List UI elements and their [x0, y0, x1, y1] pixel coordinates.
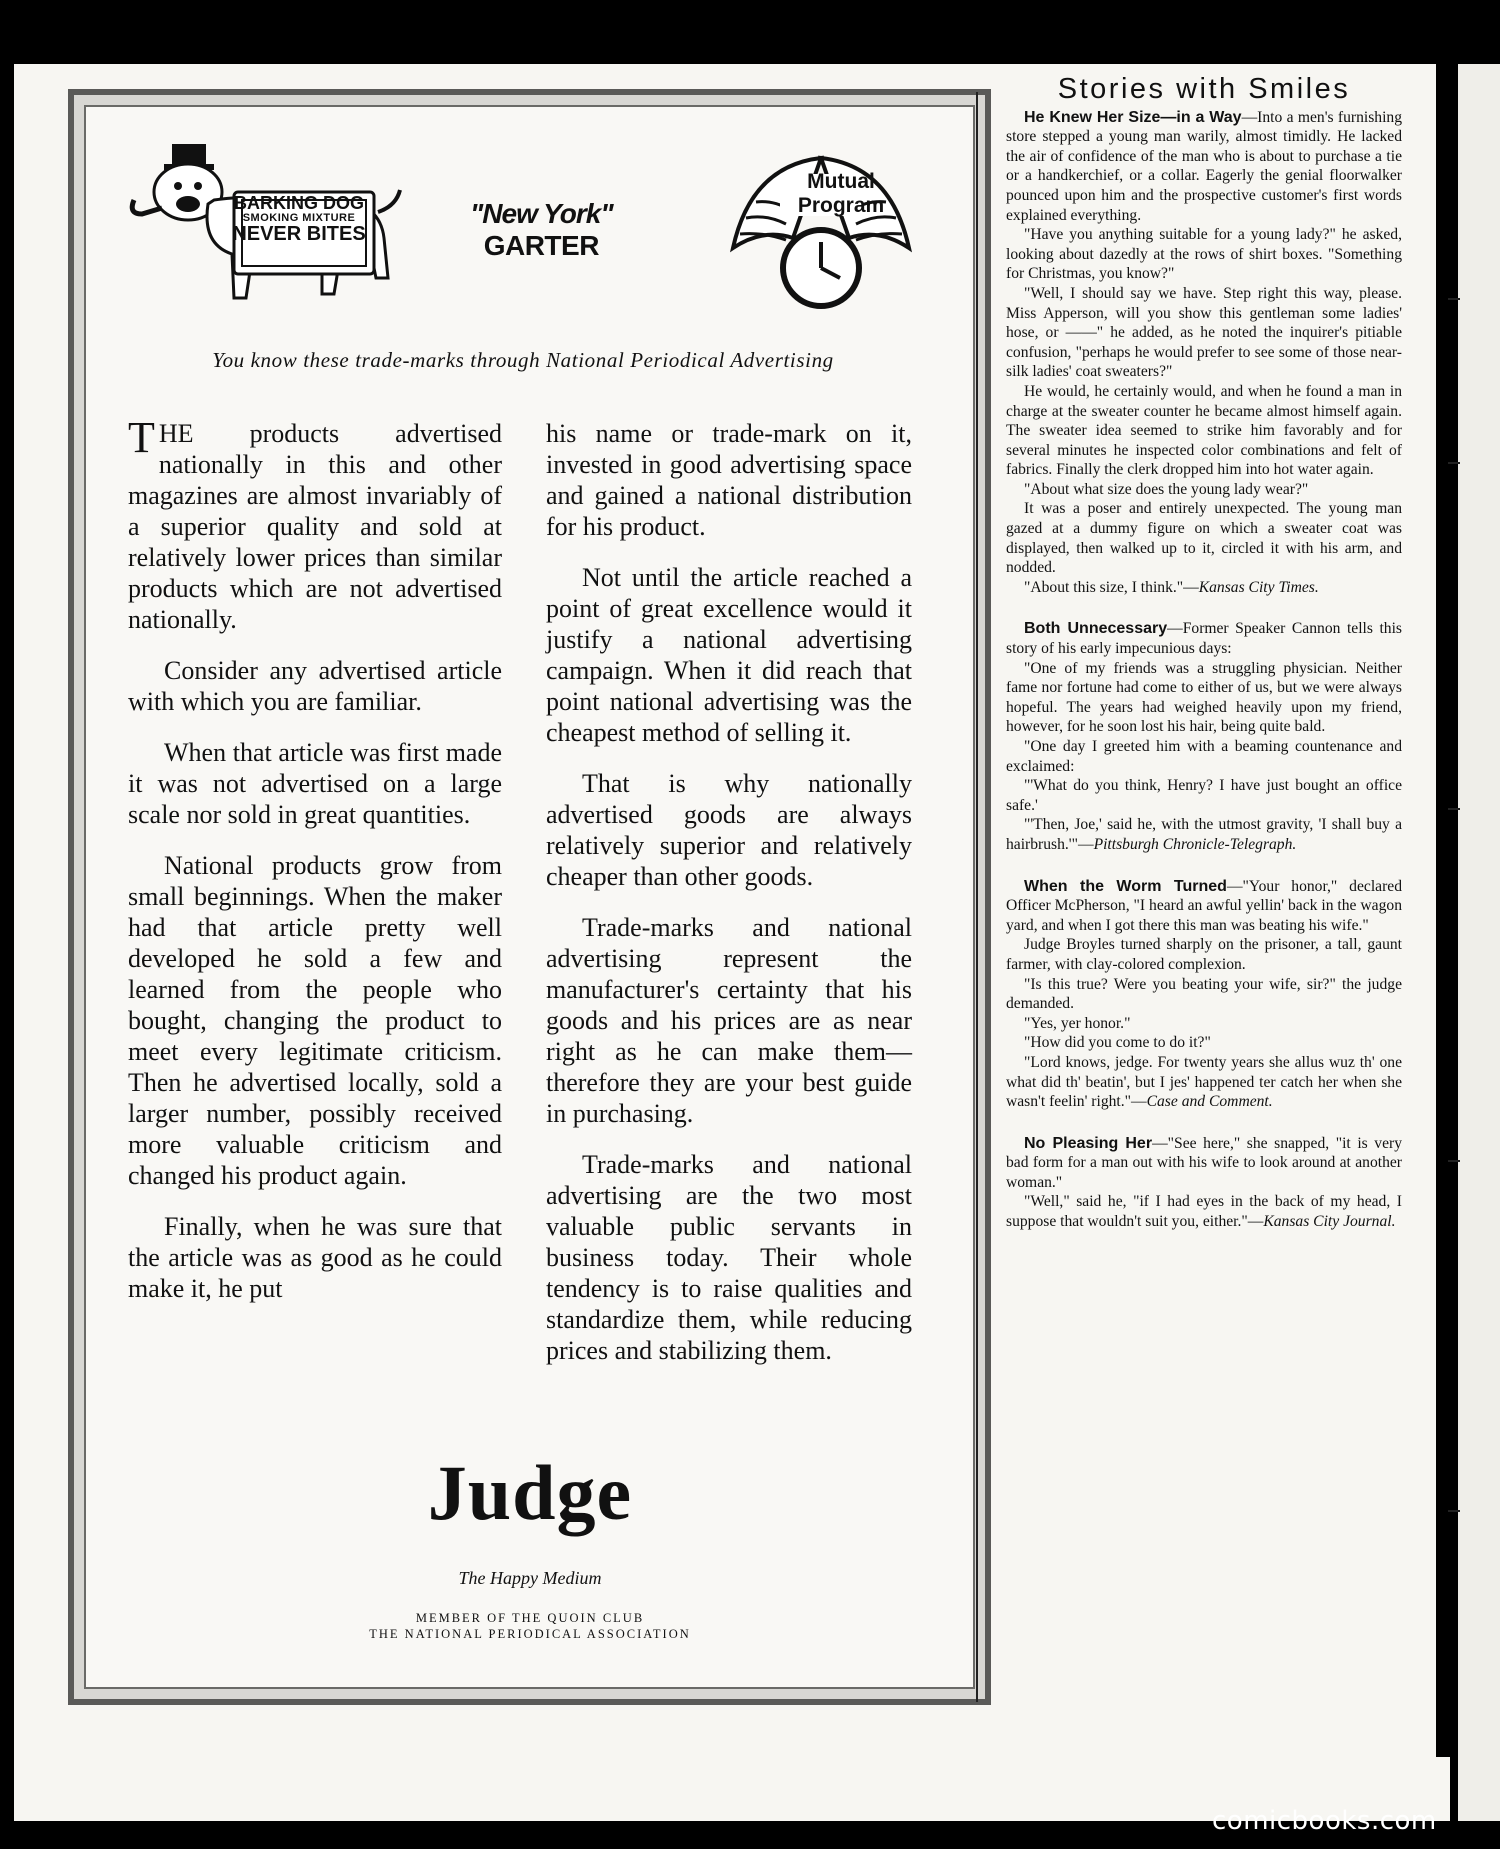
ad-paragraph: his name or trade-mark on it, invested in good advertising space and gained a national distribution for his product. — [546, 419, 912, 541]
barking-dog-line3: NEVER BITES — [232, 223, 366, 246]
story-paragraph: "Well, I should say we have. Step right this way, please. Miss Apperson, will you show this gentleman some ladies' hose, or ——" he added, as he noted the inquirer's pitiable confusion, "perhaps he would prefer to see some of those near-silk ladies' coat sweaters?" — [1006, 284, 1402, 381]
story-paragraph: Judge Broyles turned sharply on the prisoner, a tall, gaunt farmer, with clay-colored complexion. — [1006, 936, 1402, 973]
ad-paragraph: Trade-marks and national advertising are the two most valuable public servants in business today. Their whole tendency is to raise qualities and standardize them, while reducing prices and stabilizing them. — [546, 1150, 912, 1365]
story-title: No Pleasing Her — [1024, 1134, 1153, 1152]
trademark-logos — [122, 118, 922, 338]
story-title: Both Unnecessary — [1024, 620, 1168, 638]
mutual-line2: Program — [797, 194, 885, 218]
edge-mark — [1448, 298, 1460, 300]
story-source: Case and Comment. — [1146, 1093, 1273, 1111]
story-item: No Pleasing Her—"See here," she snapped, "it is very bad form for a man out with his wife to look around at another woman." "Well," said he, "if I had eyes in the back of my head, I suppose that wouldn't suit you, either."—Kansas City Journal. — [1006, 1134, 1403, 1231]
member-line1: MEMBER OF THE QUOIN CLUB — [415, 1611, 645, 1625]
new-york-garter-logo — [470, 198, 613, 262]
ad-paragraph: National products grow from small beginnings. When the maker had that article pretty well developed he sold a few and learned from the people who bought, changing the product to meet every legitimate criticism. Then he advertised locally, sold a larger number, possibly received more valuable criticism and changed his product again. — [128, 851, 502, 1190]
mutual-program-label — [786, 170, 896, 218]
story-paragraph: "'What do you think, Henry? I have just bought an office safe.' — [1006, 777, 1402, 814]
story-paragraph: "'Then, Joe,' said he, with the utmost gravity, 'I shall buy a hairbrush.'"—Pittsburgh Chronicle-Telegraph. — [1006, 816, 1402, 853]
page-spine — [1436, 0, 1458, 1757]
story-title: When the Worm Turned — [1024, 877, 1227, 895]
membership-note — [260, 1610, 800, 1642]
story-paragraph: "Have you anything suitable for a young lady?" he asked, looking about dazedly at the rows of shirt boxes. "Something for Christmas, you know?" — [1006, 226, 1402, 283]
next-page-edge — [1458, 64, 1500, 1821]
site-watermark: comicbooks.com — [1212, 1806, 1437, 1836]
barking-dog-line1: BARKING DOG — [234, 193, 364, 213]
barking-dog-line2: SMOKING MIXTURE — [242, 211, 356, 224]
garter-line1: "New York" — [470, 198, 613, 229]
story-paragraph: "Is this true? Were you beating your wife, sir?" the judge demanded. — [1006, 975, 1402, 1013]
story-paragraph: "Lord knows, jedge. For twenty years she allus wuz th' one what did th' beatin', but I jes' happened ter catch her when she wasn't feelin' right."—Case and Comment. — [1006, 1053, 1402, 1111]
story-item: Both Unnecessary—Former Speaker Cannon tells this story of his early impecunious days: "One of my friends was a struggling physician. Neither fame nor fortune had come to either of us, but we were always hopeful. The years had weighed heavily upon my friend, however, for he soon lost his hair, being quite bald. "One day I greeted him with a beaming countenance and exclaimed: "'What do you think, Henry? I have just bought an office safe.' "'Then, Joe,' said he, with the utmost gravity, 'I shall buy a hairbrush.'"—Pittsburgh Chronicle-Telegraph. — [1006, 620, 1402, 853]
ad-paragraph: Not until the article reached a point of great excellence would it justify a national advertising campaign. When it did reach that point national advertising was the cheapest method of selling it. — [546, 563, 912, 747]
garter-line2: GARTER — [483, 230, 599, 261]
story-paragraph: It was a poser and entirely unexpected. The young man gazed at a dummy figure on which a sweater coat was displayed, then walked up to it, circled it with his arm, and nodded. — [1006, 500, 1402, 577]
edge-mark — [1448, 808, 1460, 810]
story-source: Kansas City Times. — [1198, 578, 1319, 596]
story-source: Pittsburgh Chronicle-Telegraph. — [1093, 835, 1297, 853]
story-title: He Knew Her Size—in a Way — [1024, 108, 1242, 126]
ad-paragraph: Trade-marks and national advertising represent the manufacturer's certainty that his goods and his prices are as near right as he can make them—therefore they are your best guide in purchasing. — [546, 913, 912, 1128]
story-source: Kansas City Journal. — [1263, 1213, 1396, 1231]
ad-paragraph: When that article was first made it was not advertised on a large scale nor sold in great quantities. — [128, 738, 502, 829]
stories-heading: Stories with Smiles — [1057, 73, 1351, 105]
mutual-line1: Mutual — [807, 170, 875, 193]
ad-paragraph: Finally, when he was sure that the article was as good as he could make it, he put — [128, 1212, 502, 1303]
story-paragraph: "About what size does the young lady wear?" — [1024, 480, 1309, 498]
story-paragraph: He would, he certainly would, and when he found a man in charge at the sweater counter he became almost himself again. The sweater idea seemed to strike him favorably and for several minutes he inspected color combinations and felt of fabrics. Finally the clerk dropped him into hot water again. — [1006, 382, 1402, 479]
ad-paragraph: That is why nationally advertised goods are always relatively superior and relatively cheaper than other goods. — [546, 769, 912, 891]
drop-cap: T — [128, 413, 155, 462]
ad-tagline: You know these trade-marks through National Periodical Advertising — [212, 348, 834, 372]
edge-mark — [1448, 462, 1460, 464]
story-paragraph: "About this size, I think."—Kansas City Times. — [1024, 578, 1319, 596]
column-rule — [976, 92, 978, 1702]
stories-column — [1006, 73, 1403, 1254]
barking-dog-label — [224, 194, 374, 245]
story-paragraph: "Yes, yer honor." — [1024, 1014, 1131, 1032]
story-item: When the Worm Turned—"Your honor," declared Officer McPherson, "I heard an awful yellin' back in the wagon yard, and when I got there this man was beating his wife." Judge Broyles turned sharply on the prisoner, a tall, gaunt farmer, with clay-colored complexion. "Is this true? Were you beating your wife, sir?" the judge demanded. "Yes, yer honor." "How did you come to do it?" "Lord knows, jedge. For twenty years she allus wuz th' one what did th' beatin', but I jes' happened ter catch her when she wasn't feelin' right."—Case and Comment. — [1006, 877, 1402, 1111]
ad-column-left — [128, 413, 502, 1324]
ad-paragraph: Consider any advertised article with which you are familiar. — [128, 656, 502, 716]
brand-subtitle: The Happy Medium — [458, 1568, 602, 1588]
story-paragraph: "Well," said he, "if I had eyes in the back of my head, I suppose that wouldn't suit you, either."—Kansas City Journal. — [1006, 1193, 1402, 1231]
story-paragraph: "One of my friends was a struggling physician. Neither fame nor fortune had come to either of us, but we were always hopeful. The years had weighed heavily upon my friend, however, for he soon lost his hair, being quite bald. — [1006, 659, 1402, 736]
ad-column-right — [546, 418, 912, 1386]
judge-brand-logo: Judge — [427, 1449, 633, 1536]
edge-mark — [1448, 1160, 1460, 1162]
story-paragraph: "One day I greeted him with a beaming countenance and exclaimed: — [1006, 738, 1402, 775]
story-paragraph: "How did you come to do it?" — [1024, 1034, 1211, 1052]
ad-paragraph: THE products advertised nationally in this and other magazines are almost invariably of a superior quality and sold at relatively lower prices than similar products which are not advertised nationally. — [128, 413, 502, 634]
member-line2: THE NATIONAL PERIODICAL ASSOCIATION — [369, 1627, 691, 1641]
story-item: He Knew Her Size—in a Way—Into a men's furnishing store stepped a young man warily, almost timidly. He lacked the air of confidence of the man who is about to purchase a tie or a handkerchief, or a collar. Eagerly the genial floorwalker pounced upon him and the prospective customer's first words explained everything. "Have you anything suitable for a young lady?" he asked, looking about dazedly at the rows of shirt boxes. "Something for Christmas, you know?" "Well, I should say we have. Step right this way, please. Miss Apperson, will you show this gentleman some ladies' hose, or ——" he added, as he noted the inquirer's pitiable confusion, "perhaps he would prefer to see some of those near-silk ladies' coat sweaters?" He would, he certainly would, and when he found a man in charge at the sweater counter he became almost himself again. The sweater idea seemed to strike him favorably and for several minutes he inspected color combinations and felt of fabrics. Finally the clerk dropped him into hot water again. "About what size does the young lady wear?" It was a poser and entirely unexpected. The young man gazed at a dummy figure on which a sweater coat was displayed, then walked up to it, circled it with his arm, and nodded. "About this size, I think."—Kansas City Times. — [1006, 108, 1402, 596]
edge-mark — [1448, 1510, 1460, 1512]
